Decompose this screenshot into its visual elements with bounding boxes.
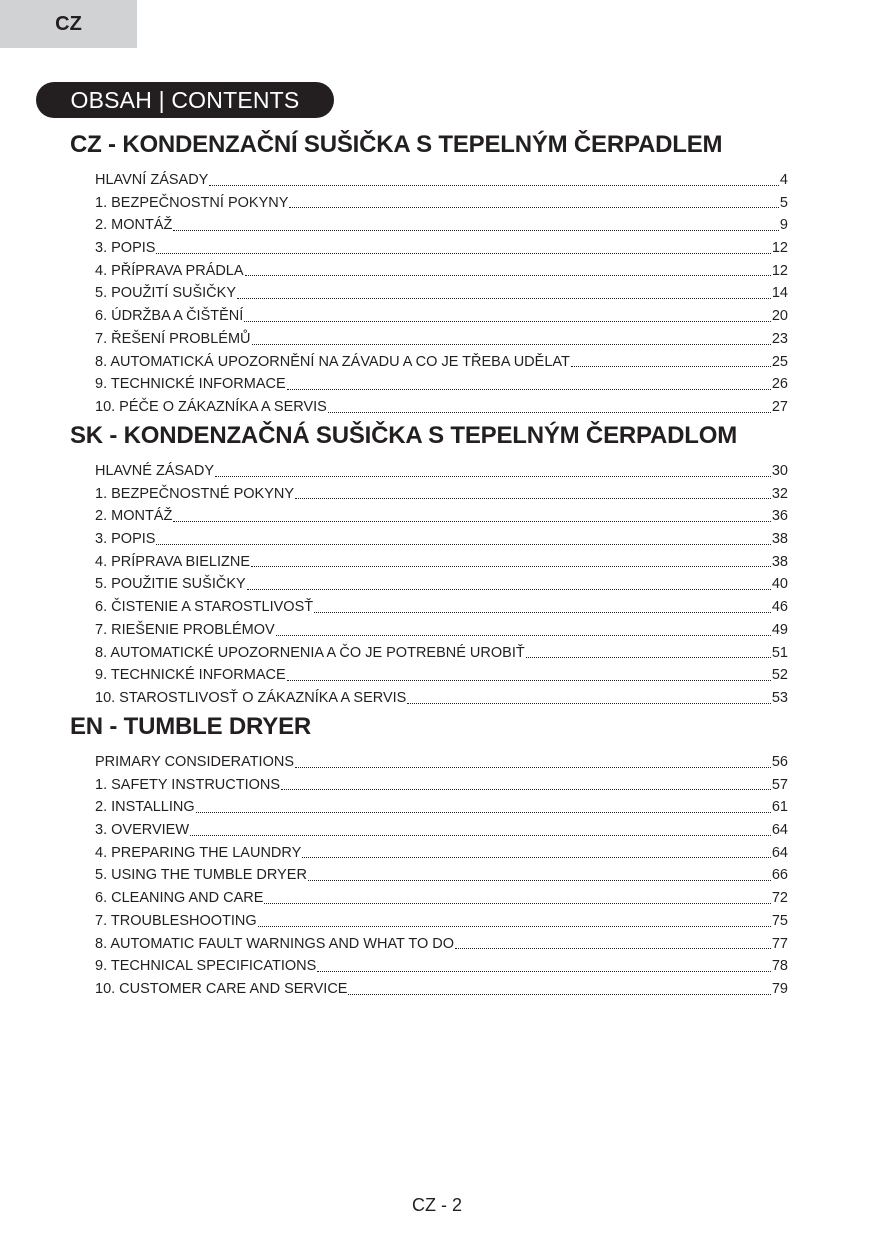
dot-leader bbox=[455, 948, 771, 949]
dot-leader bbox=[287, 389, 771, 390]
toc-entry-page: 78 bbox=[771, 958, 788, 975]
dot-leader bbox=[173, 230, 779, 231]
toc-entry-label: 10. STAROSTLIVOSŤ O ZÁKAZNÍKA A SERVIS bbox=[95, 689, 407, 706]
toc-entry-page: 32 bbox=[771, 485, 788, 502]
toc-entry-page: 64 bbox=[771, 844, 788, 861]
dot-leader bbox=[156, 253, 770, 254]
dot-leader bbox=[247, 589, 771, 590]
toc-entry-page: 66 bbox=[771, 867, 788, 884]
toc-entry[interactable] bbox=[95, 373, 788, 396]
toc-entry-page: 79 bbox=[771, 980, 788, 997]
toc-entry[interactable] bbox=[95, 751, 788, 774]
toc-entry-page: 57 bbox=[771, 776, 788, 793]
toc-entry-page: 26 bbox=[771, 376, 788, 393]
dot-leader bbox=[244, 321, 771, 322]
dot-leader bbox=[289, 207, 779, 208]
toc-entry-label: 7. TROUBLESHOOTING bbox=[95, 912, 257, 929]
toc-entry-label: 8. AUTOMATICKÁ UPOZORNĚNÍ NA ZÁVADU A CO JE TŘEBA UDĚLAT bbox=[95, 353, 570, 370]
toc-section-cz bbox=[70, 131, 788, 419]
toc-entry-label: 8. AUTOMATICKÉ UPOZORNENIA A ČO JE POTREBNÉ UROBIŤ bbox=[95, 644, 525, 661]
dot-leader bbox=[215, 476, 771, 477]
toc-entry[interactable] bbox=[95, 910, 788, 933]
dot-leader bbox=[287, 680, 771, 681]
toc-entry-page: 61 bbox=[771, 799, 788, 816]
toc-entry[interactable] bbox=[95, 551, 788, 574]
toc-entry-label: PRIMARY CONSIDERATIONS bbox=[95, 754, 295, 770]
toc-entry-page: 49 bbox=[771, 621, 788, 638]
toc-entry-page: 38 bbox=[771, 553, 788, 570]
toc-entry[interactable] bbox=[95, 505, 788, 528]
toc-entry[interactable] bbox=[95, 864, 788, 887]
contents-heading bbox=[36, 82, 334, 118]
toc-entry-page: 12 bbox=[771, 262, 788, 279]
dot-leader bbox=[317, 971, 771, 972]
toc-entry-page: 51 bbox=[771, 644, 788, 661]
toc-entry[interactable] bbox=[95, 169, 788, 192]
dot-leader bbox=[348, 994, 770, 995]
toc-entry-label: 6. ČISTENIE A STAROSTLIVOSŤ bbox=[95, 599, 314, 616]
toc-entry[interactable] bbox=[95, 955, 788, 978]
toc-entry-page: 75 bbox=[771, 912, 788, 929]
toc-entry-label: 4. PŘÍPRAVA PRÁDLA bbox=[95, 262, 244, 279]
toc-entry-label: 7. RIEŠENIE PROBLÉMOV bbox=[95, 621, 275, 638]
toc-entry-page: 25 bbox=[771, 353, 788, 370]
toc-entry[interactable] bbox=[95, 305, 788, 328]
toc-list bbox=[95, 460, 788, 710]
toc-entry-page: 77 bbox=[771, 935, 788, 952]
toc-entry-page: 27 bbox=[771, 398, 788, 415]
language-tab bbox=[0, 0, 137, 48]
toc-entry-label: 4. PREPARING THE LAUNDRY bbox=[95, 844, 302, 861]
toc-entry-label: HLAVNÍ ZÁSADY bbox=[95, 172, 209, 188]
toc-entry-label: 8. AUTOMATIC FAULT WARNINGS AND WHAT TO DO bbox=[95, 935, 455, 952]
dot-leader bbox=[196, 812, 771, 813]
dot-leader bbox=[308, 880, 771, 881]
toc-entry-page: 30 bbox=[771, 463, 788, 479]
toc-entry[interactable] bbox=[95, 842, 788, 865]
toc-entry-page: 12 bbox=[771, 240, 788, 257]
page-number: CZ - 2 bbox=[411, 1195, 462, 1215]
toc-entry-label: 5. POUŽITIE SUŠIČKY bbox=[95, 576, 246, 593]
toc-section-sk bbox=[70, 422, 788, 710]
contents-heading-label: OBSAH | CONTENTS bbox=[70, 86, 300, 113]
dot-leader bbox=[245, 275, 771, 276]
toc-entry-label: 3. POPIS bbox=[95, 531, 156, 548]
toc-entry[interactable] bbox=[95, 528, 788, 551]
toc-entry-page: 46 bbox=[771, 599, 788, 616]
toc-entry-page: 9 bbox=[779, 217, 788, 234]
dot-leader bbox=[276, 635, 771, 636]
toc-entry-page: 14 bbox=[771, 285, 788, 302]
toc-entry[interactable] bbox=[95, 642, 788, 665]
toc-entry[interactable] bbox=[95, 192, 788, 215]
toc-entry-label: 5. USING THE TUMBLE DRYER bbox=[95, 867, 307, 884]
toc-entry-page: 36 bbox=[771, 508, 788, 525]
toc-entry-label: 4. PRÍPRAVA BIELIZNE bbox=[95, 553, 250, 570]
dot-leader bbox=[571, 366, 771, 367]
dot-leader bbox=[190, 835, 771, 836]
toc-entry[interactable] bbox=[95, 978, 788, 1001]
dot-leader bbox=[251, 566, 771, 567]
toc-entry-label: 9. TECHNICAL SPECIFICATIONS bbox=[95, 958, 317, 975]
toc-entry[interactable] bbox=[95, 460, 788, 483]
toc-entry[interactable] bbox=[95, 819, 788, 842]
dot-leader bbox=[407, 703, 771, 704]
toc-list bbox=[95, 751, 788, 1001]
toc-entry-label: 10. PÉČE O ZÁKAZNÍKA A SERVIS bbox=[95, 398, 327, 415]
toc-entry[interactable] bbox=[95, 573, 788, 596]
toc-entry-label: 1. BEZPEČNOSTNÍ POKYNY bbox=[95, 194, 289, 211]
toc-entry-label: 1. SAFETY INSTRUCTIONS bbox=[95, 776, 281, 793]
toc-entry[interactable] bbox=[95, 351, 788, 374]
toc-entry[interactable] bbox=[95, 396, 788, 419]
toc-entry-page: 72 bbox=[771, 890, 788, 907]
dot-leader bbox=[173, 521, 771, 522]
toc-entry-label: 2. MONTÁŽ bbox=[95, 508, 173, 525]
toc-entry-label: 3. OVERVIEW bbox=[95, 822, 190, 839]
toc-entry[interactable] bbox=[95, 933, 788, 956]
toc-entry[interactable] bbox=[95, 664, 788, 687]
toc-entry[interactable] bbox=[95, 774, 788, 797]
section-title: SK - KONDENZAČNÁ SUŠIČKA S TEPELNÝM ČERPADLOM bbox=[70, 422, 738, 449]
dot-leader bbox=[526, 657, 771, 658]
language-tab-label: CZ bbox=[55, 12, 82, 35]
toc-entry-page: 64 bbox=[771, 822, 788, 839]
toc-entry-page: 53 bbox=[771, 689, 788, 706]
dot-leader bbox=[156, 544, 770, 545]
dot-leader bbox=[295, 767, 771, 768]
dot-leader bbox=[281, 789, 771, 790]
toc-entry-label: HLAVNÉ ZÁSADY bbox=[95, 463, 214, 479]
toc-entry-label: 9. TECHNICKÉ INFORMACE bbox=[95, 667, 286, 684]
toc-entry-label: 6. ÚDRŽBA A ČIŠTĚNÍ bbox=[95, 308, 244, 325]
toc-entry-page: 5 bbox=[779, 194, 788, 211]
toc-entry[interactable] bbox=[95, 483, 788, 506]
toc-entry[interactable] bbox=[95, 328, 788, 351]
toc-entry[interactable] bbox=[95, 596, 788, 619]
toc-entry[interactable] bbox=[95, 687, 788, 710]
toc-entry[interactable] bbox=[95, 619, 788, 642]
toc-entry[interactable] bbox=[95, 260, 788, 283]
toc-entry-page: 23 bbox=[771, 330, 788, 347]
toc-section-en bbox=[70, 713, 788, 1001]
toc-list bbox=[95, 169, 788, 419]
toc-entry[interactable] bbox=[95, 237, 788, 260]
toc-entry-label: 10. CUSTOMER CARE AND SERVICE bbox=[95, 980, 348, 997]
toc-entry-label: 5. POUŽITÍ SUŠIČKY bbox=[95, 285, 236, 302]
dot-leader bbox=[258, 926, 771, 927]
dot-leader bbox=[252, 344, 771, 345]
toc-entry-page: 4 bbox=[779, 172, 788, 188]
dot-leader bbox=[237, 298, 771, 299]
toc-entry-label: 7. ŘEŠENÍ PROBLÉMŮ bbox=[95, 330, 251, 347]
dot-leader bbox=[314, 612, 771, 613]
toc-entry-label: 2. MONTÁŽ bbox=[95, 217, 173, 234]
dot-leader bbox=[264, 903, 770, 904]
dot-leader bbox=[328, 412, 771, 413]
dot-leader bbox=[295, 498, 771, 499]
toc-entry[interactable] bbox=[95, 796, 788, 819]
toc-entry[interactable] bbox=[95, 282, 788, 305]
toc-entry-page: 40 bbox=[771, 576, 788, 593]
toc-entry-label: 9. TECHNICKÉ INFORMACE bbox=[95, 376, 286, 393]
toc-entry-page: 52 bbox=[771, 667, 788, 684]
section-title: CZ - KONDENZAČNÍ SUŠIČKA S TEPELNÝM ČERPADLEM bbox=[70, 131, 723, 158]
toc-entry-label: 1. BEZPEČNOSTNÉ POKYNY bbox=[95, 485, 295, 502]
toc-entry-label: 6. CLEANING AND CARE bbox=[95, 890, 264, 907]
toc-entry-page: 20 bbox=[771, 308, 788, 325]
dot-leader bbox=[302, 857, 771, 858]
toc-entry-page: 38 bbox=[771, 531, 788, 548]
toc-entry-label: 2. INSTALLING bbox=[95, 799, 195, 816]
section-title: EN - TUMBLE DRYER bbox=[70, 713, 312, 740]
toc-entry[interactable] bbox=[95, 887, 788, 910]
toc-entry[interactable] bbox=[95, 214, 788, 237]
toc-entry-label: 3. POPIS bbox=[95, 240, 156, 257]
dot-leader bbox=[209, 185, 779, 186]
toc-entry-page: 56 bbox=[771, 754, 788, 770]
